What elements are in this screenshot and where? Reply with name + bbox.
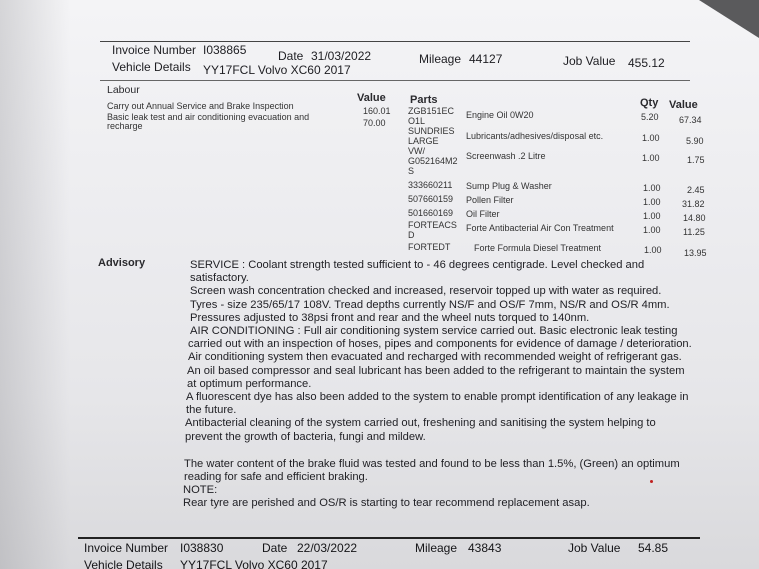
- advisory-line: Air conditioning system then evacuated and recharged with recommended weight of refrigerant gas.: [188, 351, 682, 364]
- next-vehicle-details: YY17FCL Volvo XC60 2017: [180, 558, 328, 569]
- part-qty-5: 1.00: [643, 197, 661, 207]
- labour-item-3: recharge: [107, 121, 143, 131]
- part-code-3: [408, 146, 458, 176]
- part-code-8: FORTEDT: [408, 242, 451, 252]
- next-vehicle-details-label: Vehicle Details: [84, 558, 163, 569]
- part-qty-7: 1.00: [643, 225, 661, 235]
- part-code-line: ZGB151EC: [408, 106, 455, 116]
- part-code-5: 507660159: [408, 194, 454, 204]
- advisory-line: reading for safe and efficient braking.: [184, 471, 368, 484]
- mileage-label: Mileage: [419, 52, 462, 66]
- page-shadow: [0, 0, 70, 569]
- vehicle-details: YY17FCL Volvo XC60 2017: [203, 63, 351, 77]
- advisory-label: Advisory: [98, 257, 146, 269]
- parts-heading: Parts: [410, 94, 438, 106]
- next-job-value: 54.85: [638, 541, 669, 555]
- next-invoice-rule: [78, 537, 700, 539]
- next-invoice-date: 22/03/2022: [297, 541, 358, 555]
- part-value-4: 2.45: [687, 185, 705, 195]
- part-value-2: 5.90: [686, 136, 704, 146]
- vehicle-details-label: Vehicle Details: [112, 60, 191, 74]
- invoice-number: I038865: [203, 43, 247, 57]
- part-desc-7: Forte Antibacterial Air Con Treatment: [466, 223, 614, 233]
- parts-value-heading: Value: [669, 99, 698, 111]
- part-code-line: G052164M2: [408, 156, 458, 166]
- invoice-number-label: Invoice Number: [112, 43, 197, 57]
- part-code-line: VW/: [408, 146, 425, 156]
- advisory-line: at optimum performance.: [187, 377, 312, 390]
- labour-item-2: Basic leak test and air conditioning evacuation and: [107, 112, 310, 122]
- part-code-2: [408, 126, 455, 146]
- job-value: 455.12: [628, 56, 665, 70]
- part-desc-8: Forte Formula Diesel Treatment: [474, 243, 602, 253]
- next-mileage-value: 43843: [468, 541, 502, 555]
- part-code-7: [408, 220, 457, 240]
- mileage-value: 44127: [469, 52, 503, 66]
- advisory-line: AIR CONDITIONING : Full air conditioning system service carried out. Basic electronic leak testing: [190, 325, 678, 338]
- part-code-line: D: [408, 230, 415, 240]
- header-top-rule: [100, 41, 690, 42]
- part-code-6: 501660169: [408, 208, 454, 218]
- job-value-label: Job Value: [563, 54, 616, 68]
- part-desc-5: Pollen Filter: [466, 195, 514, 205]
- red-mark: [650, 480, 653, 483]
- advisory-line: A fluorescent dye has also been added to the system to enable prompt identification of any leakage in: [186, 391, 689, 404]
- part-value-7: 11.25: [683, 227, 705, 237]
- part-code-line: SUNDRIES: [408, 126, 455, 136]
- advisory-line: Antibacterial cleaning of the system carried out, freshening and sanitising the system helping to: [185, 417, 656, 430]
- labour-value-heading: Value: [357, 92, 386, 104]
- part-qty-3: 1.00: [642, 153, 660, 163]
- parts-qty-heading: Qty: [640, 97, 659, 109]
- page-corner: [699, 0, 759, 38]
- header-bottom-rule: [100, 80, 690, 81]
- advisory-line: Rear tyre are perished and OS/R is starting to tear recommend replacement asap.: [183, 497, 590, 510]
- advisory-line: Screen wash concentration checked and increased, reservoir topped up with water as required.: [190, 285, 662, 298]
- part-desc-3: Screenwash .2 Litre: [466, 151, 546, 161]
- part-code-line: FORTEACS: [408, 220, 457, 230]
- part-value-3: 1.75: [687, 155, 705, 165]
- labour-value-1: 160.01: [363, 106, 391, 116]
- labour-heading: Labour: [107, 84, 140, 96]
- part-qty-4: 1.00: [643, 183, 661, 193]
- advisory-line: carried out with an inspection of hoses, pipes and components for evidence of damage / deterioration.: [188, 338, 692, 351]
- advisory-line: The water content of the brake fluid was tested and found to be less than 1.5%, (Green) an optimum: [184, 457, 680, 470]
- part-qty-6: 1.00: [643, 211, 661, 221]
- advisory-line: the future.: [186, 404, 237, 417]
- part-desc-1: Engine Oil 0W20: [466, 110, 534, 120]
- labour-item-1: Carry out Annual Service and Brake Inspection: [107, 101, 294, 111]
- advisory-line: SERVICE : Coolant strength tested sufficient to - 46 degrees centigrade. Level checked and: [190, 259, 645, 271]
- part-code-1: [408, 106, 454, 126]
- part-value-8: 13.95: [684, 248, 707, 258]
- part-desc-6: Oil Filter: [466, 209, 500, 219]
- advisory-line: Tyres - size 235/65/17 108V. Tread depths currently NS/F and OS/F 7mm, NS/R and OS/R 4mm.: [190, 298, 670, 311]
- part-qty-2: 1.00: [642, 133, 660, 143]
- part-qty-1: 5.20: [641, 112, 659, 122]
- part-value-1: 67.34: [679, 115, 702, 125]
- next-date-label: Date: [262, 541, 288, 555]
- advisory-line: Pressures adjusted to 38psi front and rear and the wheel nuts torqued to 140nm.: [190, 311, 590, 324]
- next-job-value-label: Job Value: [568, 541, 621, 555]
- date-label: Date: [278, 49, 304, 63]
- part-value-5: 31.82: [682, 199, 705, 209]
- advisory-blank-line: [190, 444, 692, 458]
- part-code-line: S: [408, 166, 415, 176]
- advisory-line: NOTE:: [183, 484, 218, 497]
- invoice-date: 31/03/2022: [311, 49, 372, 63]
- part-code-line: LARGE: [408, 136, 439, 146]
- part-value-6: 14.80: [683, 213, 706, 223]
- next-invoice-number-label: Invoice Number: [84, 541, 169, 555]
- advisory-text: [183, 259, 692, 511]
- part-desc-4: Sump Plug & Washer: [466, 181, 552, 191]
- part-desc-2: Lubricants/adhesives/disposal etc.: [466, 131, 604, 141]
- labour-value-2: 70.00: [363, 118, 386, 128]
- advisory-line: satisfactory.: [190, 272, 249, 285]
- part-qty-8: 1.00: [644, 245, 662, 255]
- part-code-4: 333660211: [408, 180, 453, 190]
- next-mileage-label: Mileage: [415, 541, 458, 555]
- advisory-line: prevent the growth of bacteria, fungi and mildew.: [185, 430, 426, 443]
- advisory-line: An oil based compressor and seal lubricant has been added to the refrigerant to maintain the system: [187, 364, 685, 377]
- part-code-line: O1L: [408, 116, 426, 126]
- next-invoice-number: I038830: [180, 541, 224, 555]
